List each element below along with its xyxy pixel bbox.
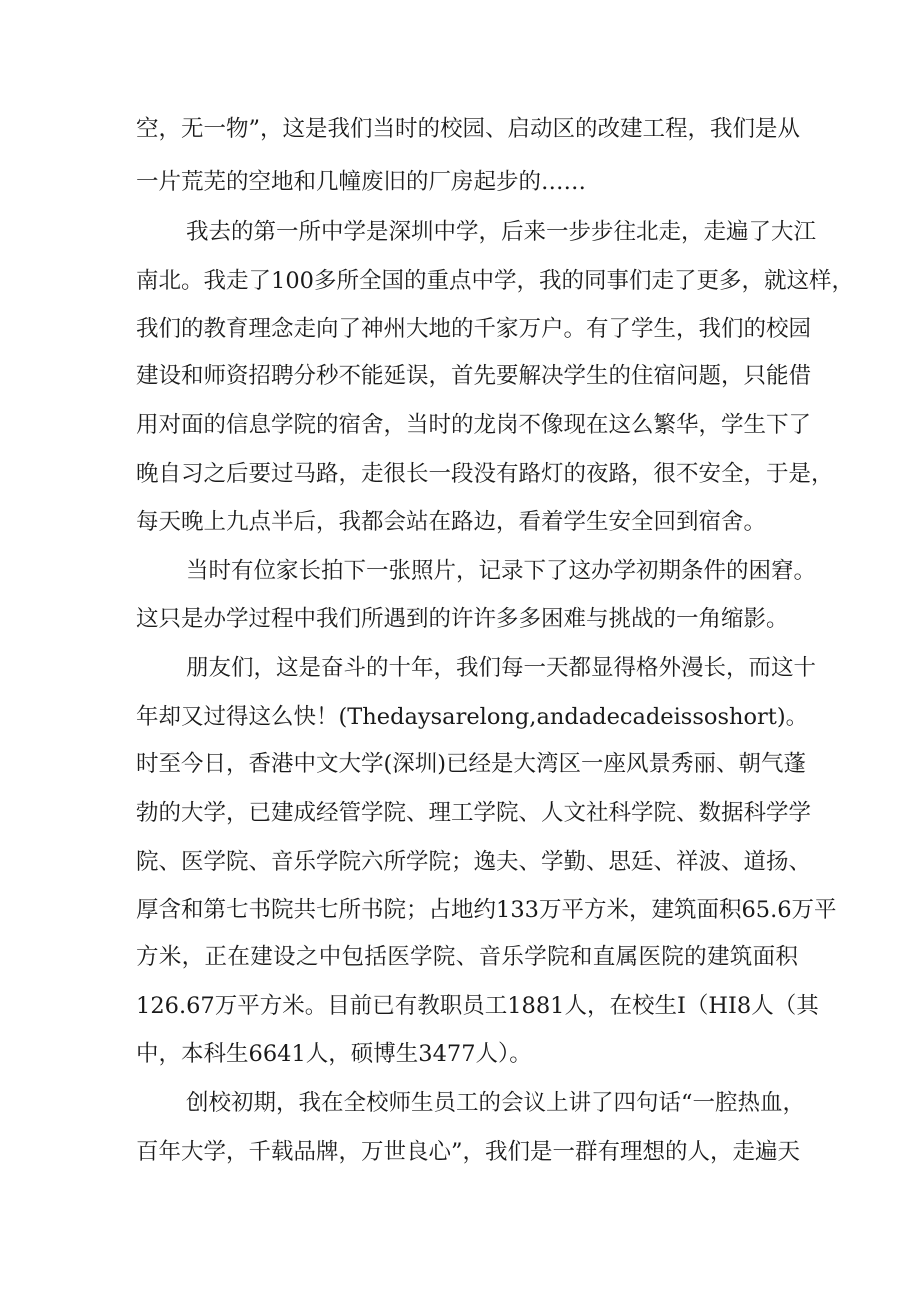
text-line: 空，无一物”，这是我们当时的校园、启动区的改建工程，我们是从 (136, 116, 801, 142)
text-line: 每天晚上九点半后，我都会站在路边，看着学生安全回到宿舍。 (136, 509, 767, 535)
text-line: 晚自习之后要过马路，走很长一段没有路灯的夜路，很不安全，于是， (136, 461, 834, 487)
text-line: 时至今日，香港中文大学(深圳)已经是大湾区一座风景秀丽、朝气蓬 (136, 751, 807, 777)
paragraph-first-line: 当时有位家长拍下一张照片，记录下了这办学初期条件的困窘。 (186, 558, 817, 584)
text-line: 百年大学，千载品牌，万世良心”，我们是一群有理想的人，走遍天 (136, 1139, 801, 1165)
text-line: 方米，正在建设之中包括医学院、音乐学院和直属医院的建筑面积 (136, 944, 798, 970)
paragraph-first-line: 创校初期，我在全校师生员工的会议上讲了四句话“一腔热血， (186, 1090, 806, 1116)
text-line: 我们的教育理念走向了神州大地的千家万户。有了学生，我们的校园 (136, 316, 812, 342)
text-line: 用对面的信息学院的宿舍，当时的龙岗不像现在这么繁华，学生下了 (136, 412, 812, 438)
text-line: 院、医学院、音乐学院六所学院；逸夫、学勤、思廷、祥波、道扬、 (136, 849, 812, 875)
text-line: 126.67万平方米。目前已有教职员工1881人，在校生I（HI8人（其 (136, 993, 819, 1019)
text-line: 年却又过得这么快！(Thedaysarelong,andadecadeissoshort)。 (136, 704, 809, 730)
text-line: 一片荒芜的空地和几幢废旧的厂房起步的…… (136, 169, 587, 195)
text-line: 厚含和第七书院共七所书院；占地约133万平方米，建筑面积65.6万平 (136, 897, 837, 923)
text-line: 中，本科生6641人，硕博生3477人）。 (136, 1041, 532, 1067)
text-line: 这只是办学过程中我们所遇到的许许多多困难与挑战的一角缩影。 (136, 606, 789, 632)
text-line: 南北。我走了100多所全国的重点中学，我的同事们走了更多，就这样， (136, 268, 854, 294)
text-line: 建设和师资招聘分秒不能延误，首先要解决学生的住宿问题，只能借 (136, 363, 812, 389)
text-line: 勃的大学，已建成经管学院、理工学院、人文社科学院、数据科学学 (136, 800, 812, 826)
paragraph-first-line: 我去的第一所中学是深圳中学，后来一步步往北走，走遍了大江 (186, 219, 817, 245)
paragraph-first-line: 朋友们，这是奋斗的十年，我们每一天都显得格外漫长，而这十 (186, 655, 817, 681)
